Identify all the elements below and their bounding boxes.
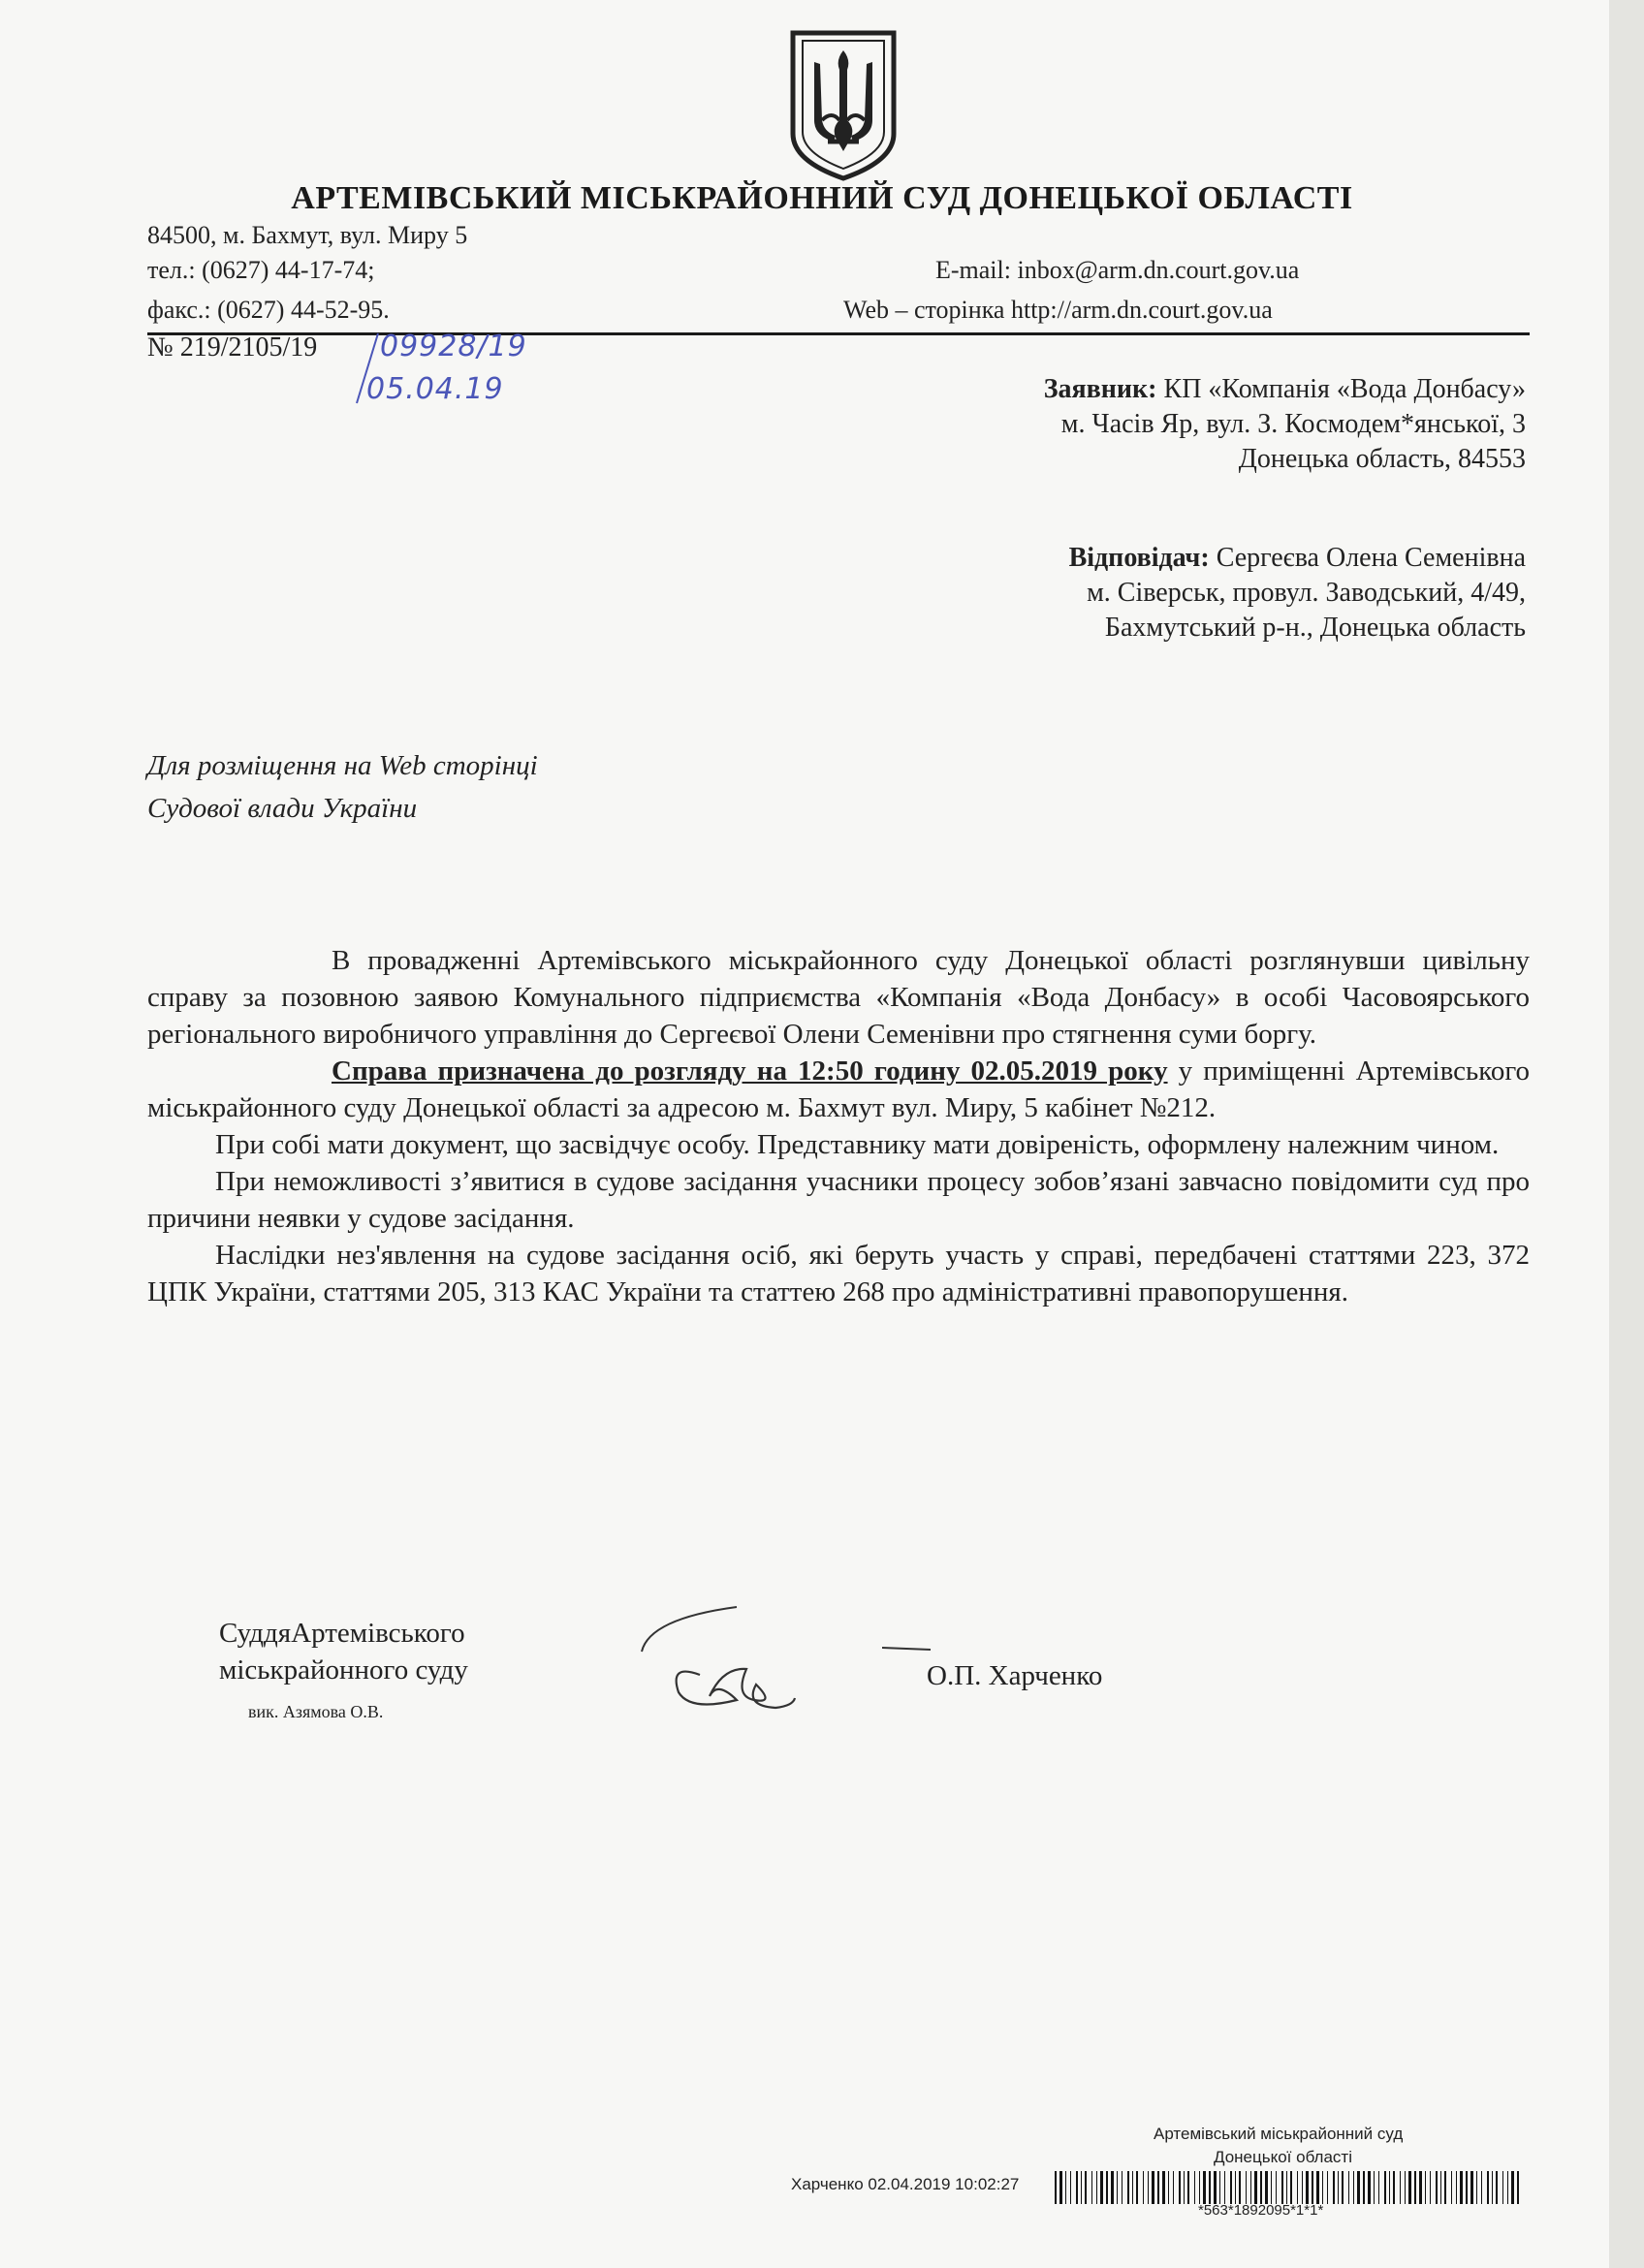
judge-title-line1: СуддяАртемівського xyxy=(219,1618,465,1649)
paragraph-consequences: Наслідки нез'явлення на судове засідання осіб, які беруть участь у справі, передбачені статтями 223, 372 ЦПК України, статтями 205, 313 КАС України та статтею 268 про адміністративні правопорушення. xyxy=(147,1240,1530,1307)
handwritten-reg-number: 09928/19 xyxy=(380,330,527,363)
applicant-address-1: м. Часів Яр, вул. З. Космодем*янської, 3 xyxy=(1060,409,1526,439)
applicant-block xyxy=(1044,372,1526,477)
respondent-name: Сергеєва Олена Семенівна xyxy=(1216,543,1526,573)
executor-name: вик. Азямова О.В. xyxy=(248,1702,384,1721)
handwritten-signature xyxy=(630,1599,824,1725)
hearing-location: у приміщенні Артемівського міськрайонного суду Донецької області за адресою м. Бахмут вул. Миру, 5 кабінет №212. xyxy=(147,1055,1530,1123)
applicant-label: Заявник: xyxy=(1043,374,1157,404)
scan-edge xyxy=(1609,0,1644,2268)
paragraph-absence: При неможливості з’явитися в судове засідання учасники процесу зобов’язані завчасно повідомити суд про причини неявки у судове засідання. xyxy=(147,1166,1530,1234)
stamp-court-line1: Артемівський міськрайонний суд xyxy=(1154,2125,1404,2143)
ukraine-coat-of-arms-icon xyxy=(785,27,901,182)
respondent-address-1: м. Сіверськ, провул. Заводський, 4/49, xyxy=(1087,578,1526,608)
handwritten-reg-date: 05.04.19 xyxy=(366,372,504,406)
hearing-datetime: Справа призначена до розгляду на 12:50 годину 02.05.2019 року xyxy=(332,1055,1168,1087)
applicant-name: КП «Компанія «Вода Донбасу» xyxy=(1163,374,1526,404)
publication-note-line1: Для розміщення на Web сторінці xyxy=(147,750,538,781)
respondent-address-2: Бахмутський р-н., Донецька область xyxy=(1104,613,1526,643)
applicant-address-2: Донецька область, 84553 xyxy=(1238,444,1526,474)
court-name: АРТЕМІВСЬКИЙ МІСЬКРАЙОННИЙ СУД ДОНЕЦЬКОЇ ОБЛАСТІ xyxy=(291,180,1353,216)
respondent-block xyxy=(1069,541,1526,646)
court-fax: факс.: (0627) 44-52-95. xyxy=(147,296,390,324)
court-email: E-mail: inbox@arm.dn.court.gov.ua xyxy=(935,256,1300,284)
paragraph-documents: При собі мати документ, що засвідчує особу. Представнику мати довіреність, оформлену належним чином. xyxy=(215,1129,1500,1160)
publication-note xyxy=(147,744,538,830)
signature-dash xyxy=(882,1644,940,1654)
court-phone: тел.: (0627) 44-17-74; xyxy=(147,256,375,284)
paragraph-case: В провадженні Артемівського міськрайонного суду Донецької області розглянувши цивільну справу за позовною заявою Комунального підприємства «Компанія «Вода Донбасу» в особі Часовоярського регіонального виробничого управління до Сергеєвої Олени Семенівни про стягнення суми боргу. xyxy=(147,945,1530,1050)
case-number: № 219/2105/19 xyxy=(147,332,318,362)
paragraph-hearing xyxy=(147,1053,1530,1126)
barcode xyxy=(1055,2171,1524,2204)
publication-note-line2: Судової влади України xyxy=(147,793,418,824)
stamp-court-line2: Донецької області xyxy=(1214,2148,1352,2166)
handwritten-slash xyxy=(349,330,388,407)
respondent-label: Відповідач: xyxy=(1068,543,1210,573)
judge-name: О.П. Харченко xyxy=(927,1660,1103,1691)
judge-title-line2: міськрайонного суду xyxy=(219,1654,468,1685)
court-website: Web – сторінка http://arm.dn.court.gov.ua xyxy=(843,296,1273,324)
court-address: 84500, м. Бахмут, вул. Миру 5 xyxy=(147,221,468,249)
judge-title xyxy=(219,1615,468,1688)
barcode-text: *563*1892095*1*1* xyxy=(1198,2202,1324,2219)
notice-body xyxy=(147,942,1530,1310)
stamp-registration: Харченко 02.04.2019 10:02:27 xyxy=(791,2175,1020,2193)
